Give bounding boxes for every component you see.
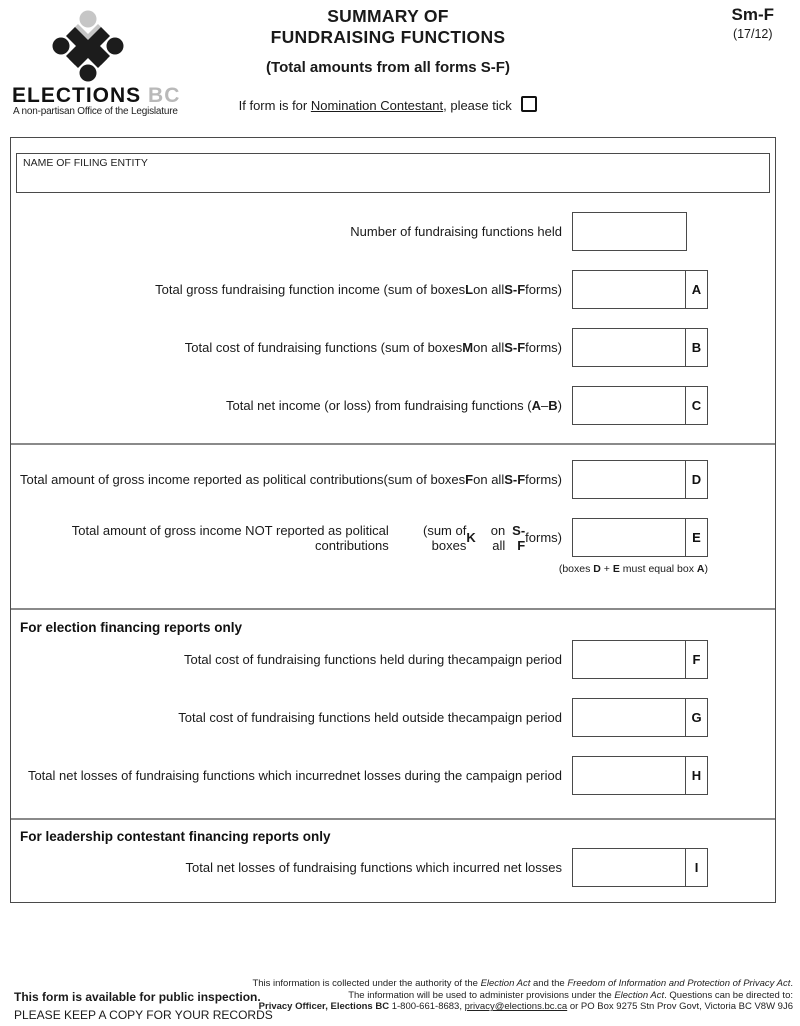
boxes-equal-note: (boxes D + E must equal box A) [558,563,708,575]
box-b-letter: B [685,329,707,366]
brand-wordmark [12,84,180,108]
box-d-input[interactable] [573,461,685,498]
row-b-label: Total cost of fundraising functions (sum of boxes M on all S-F forms) [184,340,562,355]
brand-elections: ELECTIONS [12,84,142,107]
form-code: Sm-F [731,5,774,24]
box-e-input[interactable] [573,519,685,556]
row-e-box [572,518,708,557]
row-f-box [572,640,708,679]
public-inspection-note: This form is available for public inspection. [14,990,261,1004]
row-b-box [572,328,708,367]
box-a-input[interactable] [573,271,685,308]
box-d-letter: D [685,461,707,498]
form-version: (17/12) [732,27,773,41]
box-h-input[interactable] [573,757,685,794]
brand-tagline: A non-partisan Office of the Legislature [13,106,178,117]
box-c-input[interactable] [573,387,685,424]
box-i-letter: I [685,849,707,886]
name-of-filing-entity-input[interactable] [17,169,769,192]
box-f-letter: F [685,641,707,678]
section-divider-3 [11,818,775,820]
privacy-footer-line1: This information is collected under the authority of the Election Act and the Freedom of Information and Protection of Privacy Act. [252,978,793,989]
name-of-filing-entity-label: NAME OF FILING ENTITY [23,157,148,169]
leadership-section-heading: For leadership contestant financing reports only [20,829,331,844]
row-h-label: Total net losses of fundraising functions which incurred net losses during the campaign period [27,768,562,783]
section-divider-1 [11,443,775,445]
box-b-input[interactable] [573,329,685,366]
functions-held-label: Number of fundraising functions held [350,224,562,239]
functions-held-input[interactable] [573,213,686,250]
page-subtitle: (Total amounts from all forms S-F) [266,59,510,76]
row-f-label: Total cost of fundraising functions held during the campaign period [184,652,562,667]
elections-bc-logo-icon [36,4,140,88]
row-c-box [572,386,708,425]
row-d-label: Total amount of gross income reported as political contributions (sum of boxes F on all S-F forms) [20,472,562,487]
box-a-letter: A [685,271,707,308]
row-a-box [572,270,708,309]
row-h-box [572,756,708,795]
box-e-letter: E [685,519,707,556]
row-i-label: Total net losses of fundraising functions which incurred net losses [185,860,562,875]
nomination-note [198,96,578,113]
box-c-letter: C [685,387,707,424]
row-e-label: Total amount of gross income NOT reported as political contributions (sum of boxes K on all S-F forms) [71,522,562,553]
box-h-letter: H [685,757,707,794]
brand-bc: BC [141,84,181,107]
name-of-filing-entity-field [16,153,770,193]
section-divider-2 [11,608,775,610]
row-c-label: Total net income (or loss) from fundraising functions ( A – B ) [226,398,562,413]
row-g-box [572,698,708,737]
privacy-footer [180,978,793,1013]
page-title-line2: FUNDRAISING FUNCTIONS [270,27,506,47]
keep-copy-note: PLEASE KEEP A COPY FOR YOUR RECORDS [14,1008,273,1022]
functions-held-box [572,212,687,251]
privacy-footer-line3: Privacy Officer, Elections BC 1-800-661-8683, privacy@elections.bc.ca or PO Box 9275 Stn Prov Govt, Victoria BC V8W 9J6 [258,1001,793,1013]
box-g-letter: G [685,699,707,736]
row-d-box [572,460,708,499]
title-block [198,6,578,113]
row-a-label: Total gross fundraising function income (sum of boxes L on all S-F forms) [155,282,562,297]
box-g-input[interactable] [573,699,685,736]
box-i-input[interactable] [573,849,685,886]
nomination-note-text: If form is for Nomination Contestant, please tick [238,98,516,113]
nomination-checkbox[interactable] [521,96,537,112]
row-i-box [572,848,708,887]
page-title-line1: SUMMARY OF [327,6,449,26]
box-f-input[interactable] [573,641,685,678]
form-code-block [732,5,775,41]
election-section-heading: For election financing reports only [20,620,243,635]
privacy-footer-line2: The information will be used to administer provisions under the Election Act. Questions can be directed to: [348,989,793,1001]
row-g-label: Total cost of fundraising functions held outside the campaign period [178,710,562,725]
